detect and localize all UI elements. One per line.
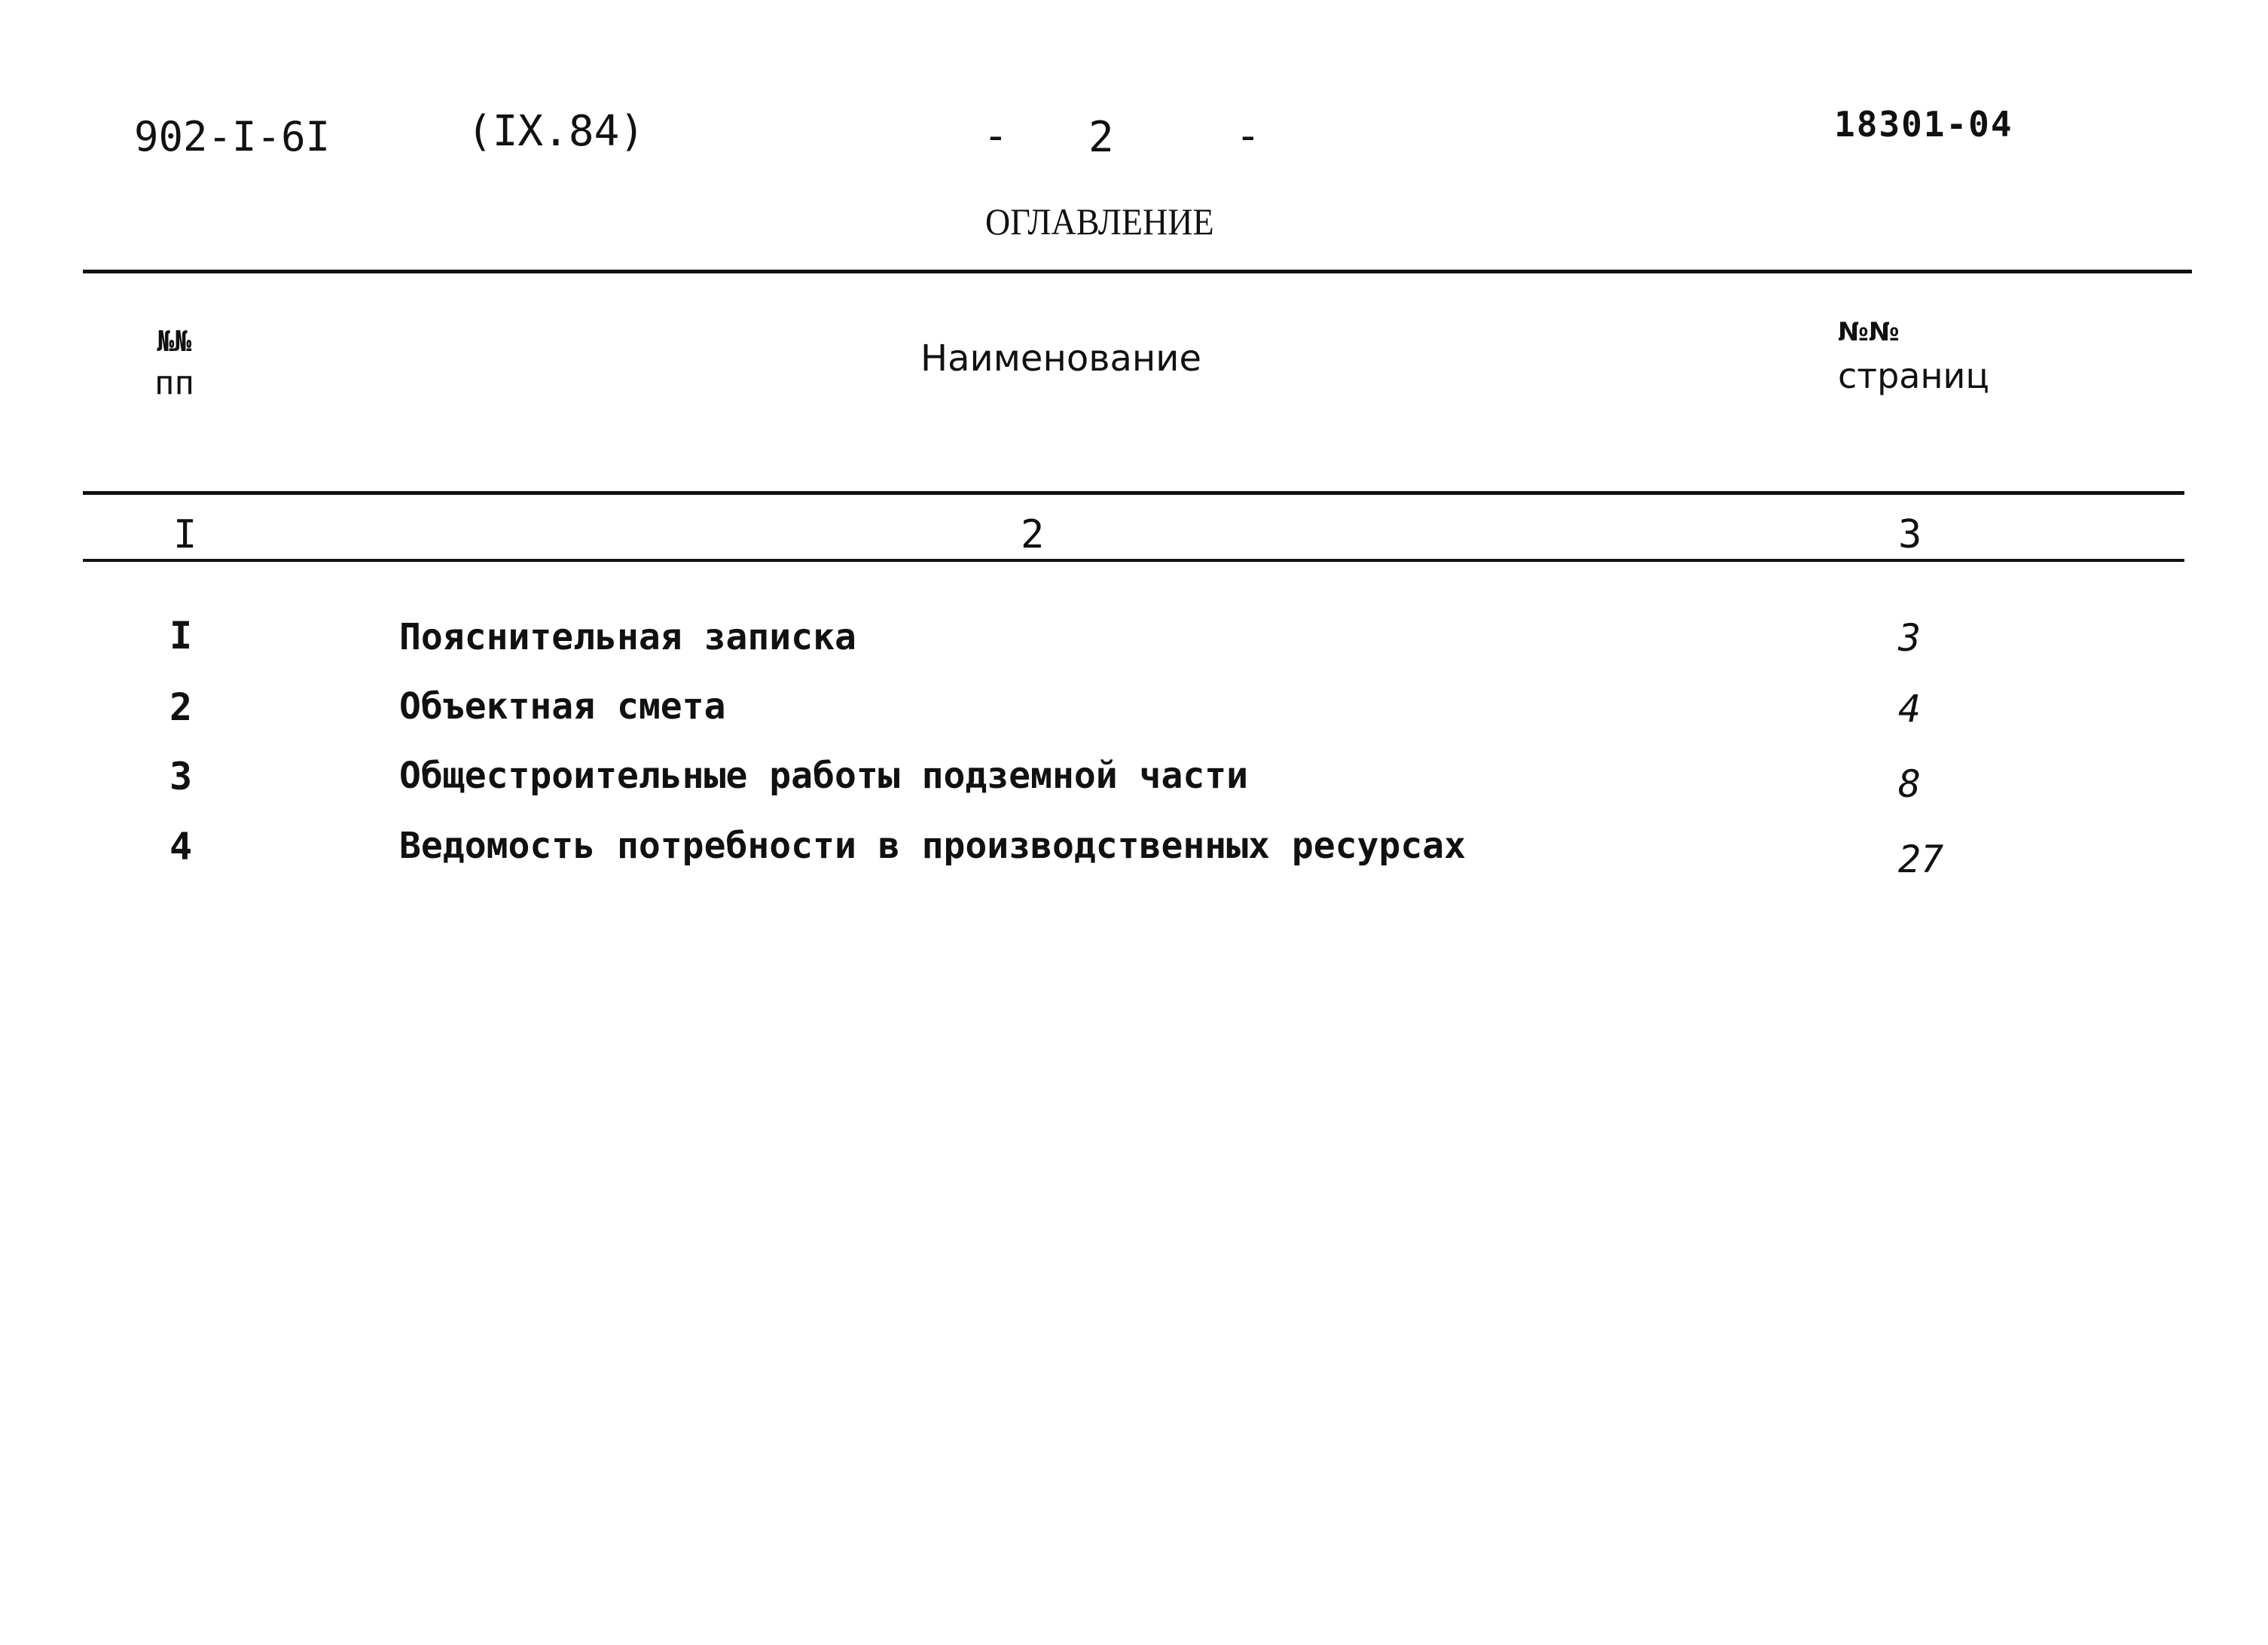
column-number-2: 2 <box>1021 512 1045 557</box>
number-label: пп <box>154 364 194 402</box>
row-title: Общестроительные работы подземной части <box>399 755 1249 797</box>
row-number: 2 <box>169 685 193 729</box>
page-number-dash-left: - <box>983 111 1009 160</box>
row-page: 27 <box>1898 838 1944 881</box>
column-number-1: I <box>173 512 197 557</box>
row-title: Пояснительная записка <box>399 616 856 658</box>
header-bottom-rule <box>83 491 2184 495</box>
row-page: 4 <box>1898 687 1922 731</box>
column-header-name: Наименование <box>920 337 1202 380</box>
table-top-rule <box>83 270 2192 273</box>
row-number: 4 <box>169 825 193 868</box>
column-header-pages <box>1838 310 1989 398</box>
column-numbers-bottom-rule <box>83 559 2184 562</box>
pages-label: страниц <box>1838 356 1989 396</box>
document-code: 902-I-6I <box>134 113 331 160</box>
column-header-number <box>154 320 194 404</box>
row-page: 8 <box>1898 762 1922 806</box>
date-code: (IX.84) <box>467 107 646 156</box>
row-title: Объектная смета <box>399 685 726 728</box>
row-number: I <box>169 614 193 658</box>
number-symbol: №№ <box>157 325 192 358</box>
row-title: Ведомость потребности в производственных ресурсах <box>399 825 1467 867</box>
inventory-number: 18301-04 <box>1834 104 2013 145</box>
row-page: 3 <box>1898 616 1922 660</box>
row-number: 3 <box>169 755 193 798</box>
column-number-3: 3 <box>1898 512 1922 557</box>
pages-symbol: №№ <box>1838 317 1900 347</box>
page-title: ОГЛАВЛЕНИЕ <box>985 200 1214 243</box>
page-number-dash-right: - <box>1235 111 1261 160</box>
page-number: 2 <box>1088 113 1114 162</box>
